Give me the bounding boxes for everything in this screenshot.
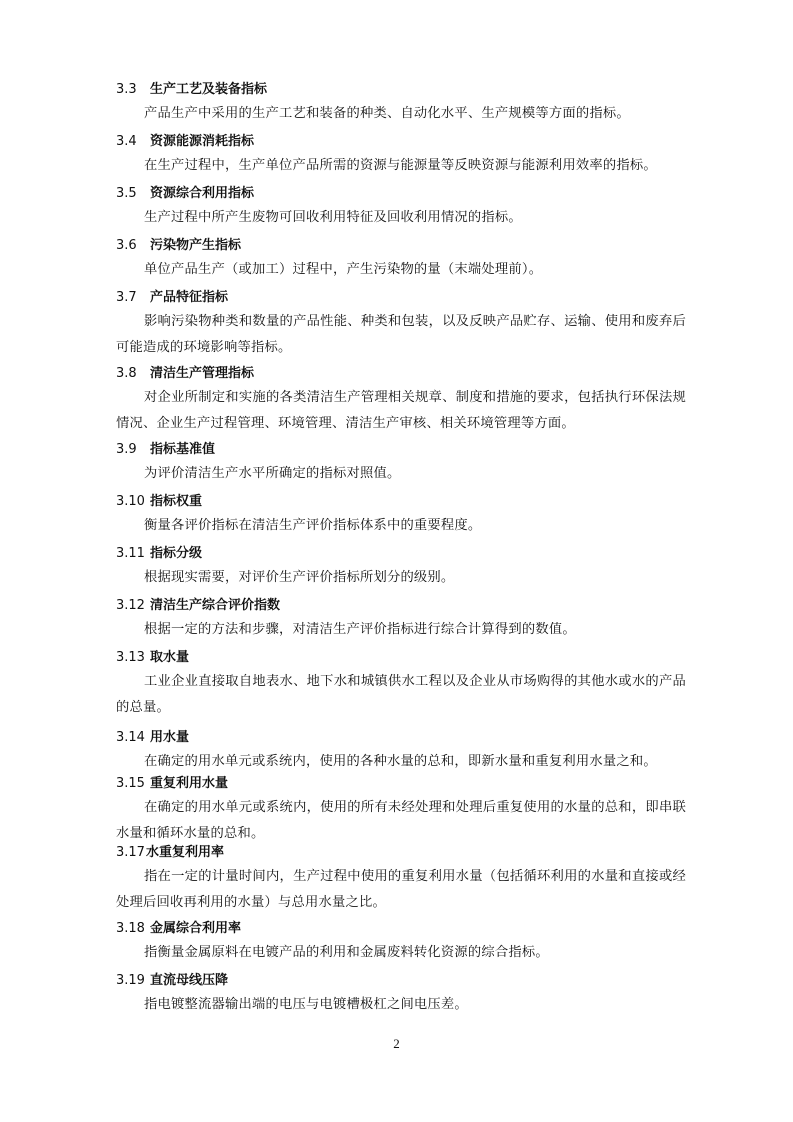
section-number: 3.9 xyxy=(116,442,137,457)
section-body: 根据现实需要，对评价生产评价指标所划分的级别。 xyxy=(144,570,455,585)
section-number: 3.4 xyxy=(116,134,137,149)
section-title: 金属综合利用率 xyxy=(150,921,242,936)
section-heading xyxy=(116,773,686,795)
section-heading xyxy=(116,491,686,513)
section-body: 指在一定的计量时间内，生产过程中使用的重复利用水量（包括循环利用的水量和直接或经处理后回收再利用的水量）与总用水量之比。 xyxy=(116,869,686,910)
section-number: 3.8 xyxy=(116,366,137,381)
section-heading xyxy=(116,970,686,992)
section-number: 3.10 xyxy=(116,494,145,509)
section-3-15 xyxy=(116,773,686,847)
section-number: 3.18 xyxy=(116,921,145,936)
section-body: 指电镀整流器输出端的电压与电镀槽极杠之间电压差。 xyxy=(144,997,468,1012)
section-number: 3.3 xyxy=(116,82,137,97)
section-number: 3.6 xyxy=(116,238,137,253)
section-title: 资源综合利用指标 xyxy=(150,186,255,201)
section-number: 3.15 xyxy=(116,776,145,791)
section-3-11 xyxy=(116,543,686,591)
section-heading xyxy=(116,727,686,749)
section-title: 指标权重 xyxy=(150,494,203,509)
section-body: 单位产品生产（或加工）过程中，产生污染物的量（末端处理前）。 xyxy=(144,262,543,277)
section-body: 衡量各评价指标在清洁生产评价指标体系中的重要程度。 xyxy=(144,518,482,533)
section-3-3 xyxy=(116,79,686,127)
section-heading xyxy=(116,918,686,940)
section-number: 3.17 xyxy=(116,845,145,860)
section-3-12 xyxy=(116,595,686,643)
section-title: 生产工艺及装备指标 xyxy=(150,82,268,97)
section-3-13 xyxy=(116,647,686,721)
section-body: 生产过程中所产生废物可回收利用特征及回收利用情况的指标。 xyxy=(144,210,522,225)
section-number: 3.19 xyxy=(116,973,145,988)
section-3-5 xyxy=(116,183,686,231)
section-title: 产品特征指标 xyxy=(150,290,229,305)
section-heading xyxy=(116,287,686,309)
section-title: 清洁生产管理指标 xyxy=(150,366,255,381)
section-title: 资源能源消耗指标 xyxy=(150,134,255,149)
section-heading xyxy=(116,595,686,617)
section-heading xyxy=(116,183,686,205)
section-3-17 xyxy=(116,842,686,916)
section-3-19 xyxy=(116,970,686,1018)
section-title: 指标基准值 xyxy=(150,442,216,457)
section-body: 指衡量金属原料在电镀产品的利用和金属废料转化资源的综合指标。 xyxy=(144,945,549,960)
section-heading xyxy=(116,131,686,153)
section-3-4 xyxy=(116,131,686,179)
section-number: 3.14 xyxy=(116,730,145,745)
section-number: 3.7 xyxy=(116,290,137,305)
section-title: 直流母线压降 xyxy=(150,973,229,988)
page-number: 2 xyxy=(393,1036,400,1051)
section-body: 影响污染物种类和数量的产品性能、种类和包装，以及反映产品贮存、运输、使用和废弃后可能造成的环境影响等指标。 xyxy=(116,314,686,355)
section-heading xyxy=(116,842,686,864)
section-3-8 xyxy=(116,363,686,437)
section-title: 污染物产生指标 xyxy=(150,238,242,253)
section-title: 清洁生产综合评价指数 xyxy=(150,598,281,613)
section-3-7 xyxy=(116,287,686,361)
section-body: 产品生产中采用的生产工艺和装备的种类、自动化水平、生产规模等方面的指标。 xyxy=(144,106,630,121)
section-heading xyxy=(116,235,686,257)
section-heading xyxy=(116,79,686,101)
section-number: 3.12 xyxy=(116,598,145,613)
section-body: 在确定的用水单元或系统内，使用的所有未经处理和处理后重复使用的水量的总和，即串联水量和循环水量的总和。 xyxy=(116,800,686,841)
section-title: 指标分级 xyxy=(150,546,203,561)
section-3-18 xyxy=(116,918,686,966)
section-body: 在确定的用水单元或系统内，使用的各种水量的总和，即新水量和重复利用水量之和。 xyxy=(144,754,657,769)
section-heading xyxy=(116,363,686,385)
section-3-6 xyxy=(116,235,686,283)
section-title: 重复利用水量 xyxy=(150,776,229,791)
section-3-10 xyxy=(116,491,686,539)
section-title: 用水量 xyxy=(150,730,190,745)
section-number: 3.5 xyxy=(116,186,137,201)
section-number: 3.13 xyxy=(116,650,145,665)
section-heading xyxy=(116,439,686,461)
section-body: 为评价清洁生产水平所确定的指标对照值。 xyxy=(144,466,401,481)
section-body: 根据一定的方法和步骤，对清洁生产评价指标进行综合计算得到的数值。 xyxy=(144,622,576,637)
section-title: 取水量 xyxy=(150,650,190,665)
section-heading xyxy=(116,647,686,669)
section-body: 对企业所制定和实施的各类清洁生产管理相关规章、制度和措施的要求，包括执行环保法规情况、企业生产过程管理、环境管理、清洁生产审核、相关环境管理等方面。 xyxy=(116,390,686,431)
section-body: 工业企业直接取自地表水、地下水和城镇供水工程以及企业从市场购得的其他水或水的产品的总量。 xyxy=(116,674,686,715)
section-3-14 xyxy=(116,727,686,775)
section-body: 在生产过程中，生产单位产品所需的资源与能源量等反映资源与能源利用效率的指标。 xyxy=(144,158,657,173)
section-heading xyxy=(116,543,686,565)
section-3-9 xyxy=(116,439,686,487)
section-number: 3.11 xyxy=(116,546,145,561)
section-title: 水重复利用率 xyxy=(146,845,225,860)
